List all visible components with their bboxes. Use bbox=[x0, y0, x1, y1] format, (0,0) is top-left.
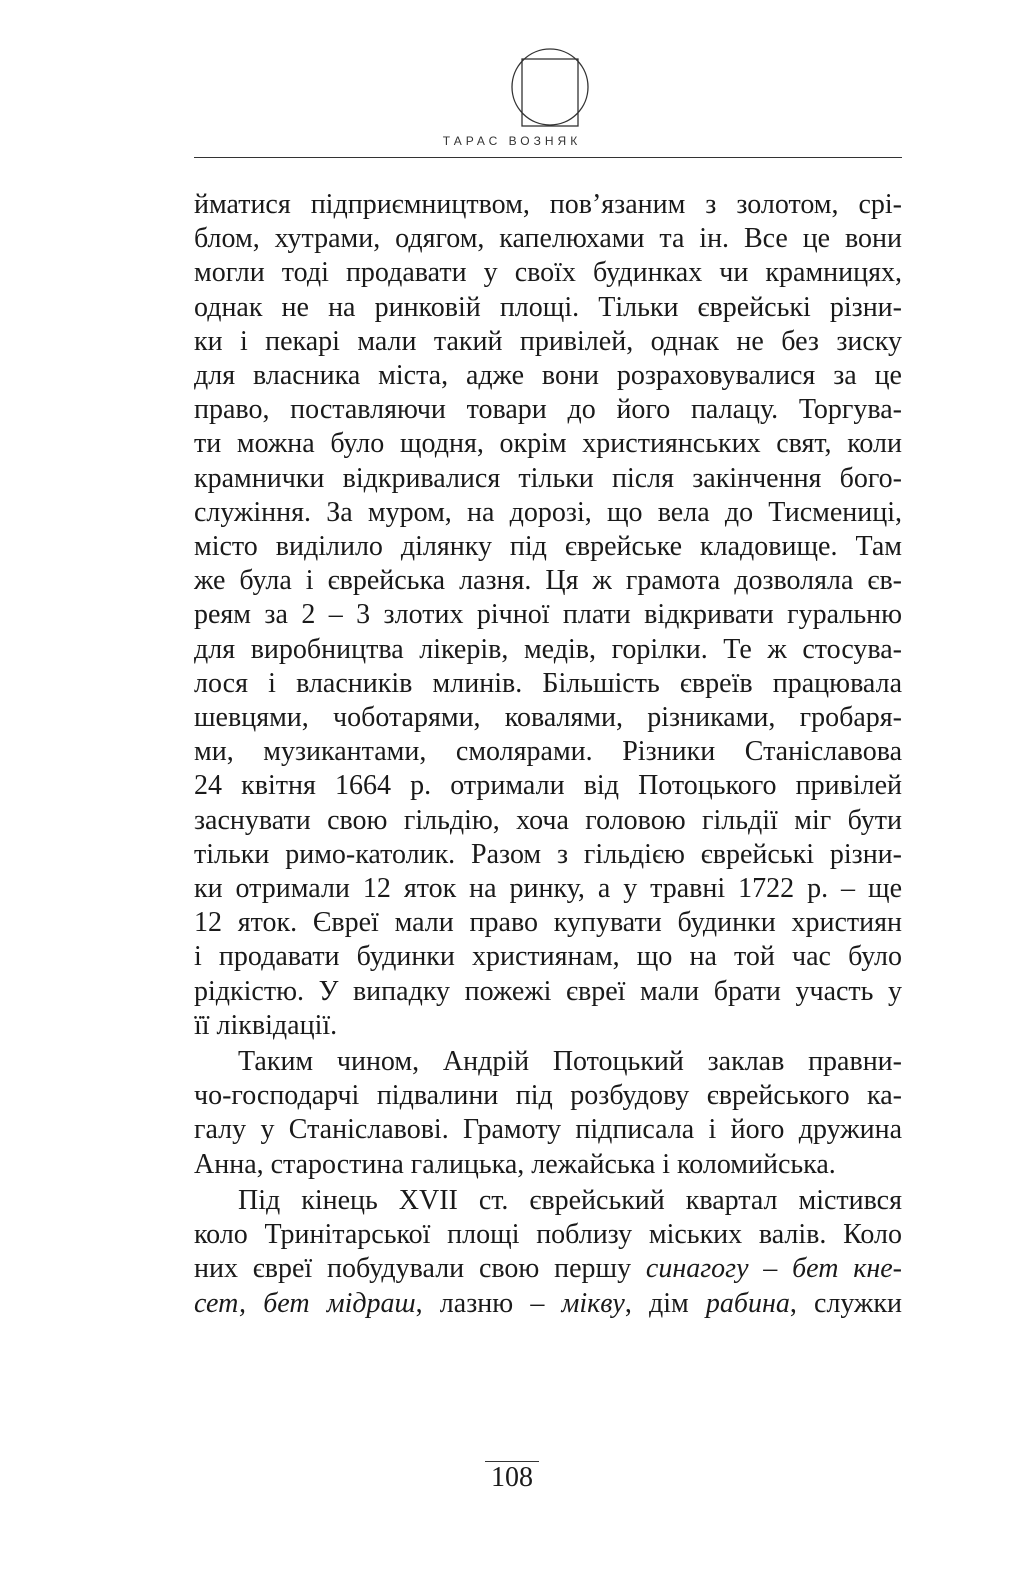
text-line: і продавати будинки християнам, що на той час було bbox=[194, 941, 902, 973]
text-line: її ліквідації. bbox=[194, 1009, 338, 1041]
text-line: для виробництва лікерів, медів, горілки. Те ж стосува- bbox=[194, 633, 902, 665]
text-run: , дім bbox=[624, 1287, 706, 1319]
page-number-container bbox=[0, 1462, 1024, 1494]
text-line: право, поставляючи товари до його палацу. Торгува- bbox=[194, 394, 902, 426]
text-line: 12 яток. Євреї мали право купувати будинки християн bbox=[194, 907, 902, 939]
text-line: для власника міста, адже вони розраховувалися за це bbox=[194, 360, 902, 392]
text-line: однак не на ринковій площі. Тільки єврейські різни- bbox=[194, 291, 902, 323]
text-line: тільки римо-католик. Разом з гільдією єврейські різни- bbox=[194, 838, 902, 870]
text-line: Анна, старостина галицька, лежайська і коломийська. bbox=[194, 1148, 836, 1180]
text-run: , служки bbox=[789, 1287, 902, 1319]
text-line: чо-господарчі підвалини під розбудову єврейського ка- bbox=[194, 1080, 902, 1112]
text-line: галу у Станіславові. Грамоту підписала і його дружина bbox=[194, 1114, 902, 1146]
text-line: шевцями, чоботарями, ковалями, різниками, гробаря- bbox=[194, 702, 902, 734]
italic-term: синагогу – бет кне- bbox=[645, 1253, 903, 1285]
body-text bbox=[194, 188, 902, 1321]
text-line bbox=[194, 1287, 902, 1321]
text-line: служіння. За муром, на дорозі, що вела до Тисмениці, bbox=[194, 496, 902, 528]
text-line: ки отримали 12 яток на ринку, а у травні 1722 р. – ще bbox=[194, 873, 902, 905]
italic-term: сет, бет мідраш bbox=[194, 1287, 416, 1319]
text-line: ки і пекарі мали такий привілей, однак не без зиску bbox=[194, 325, 902, 357]
text-line: ти можна було щодня, окрім християнських свят, коли bbox=[194, 428, 902, 460]
circle-square-emblem-icon bbox=[510, 47, 590, 127]
text-line: рідкістю. У випадку пожежі євреї мали брати участь у bbox=[194, 975, 902, 1007]
text-line: місто виділило ділянку під єврейське кладовище. Там bbox=[194, 531, 902, 563]
text-line: же була і єврейська лазня. Ця ж грамота дозволяла єв- bbox=[194, 565, 902, 597]
italic-term: мікву bbox=[561, 1287, 625, 1319]
text-line: ми, музикантами, смолярами. Різники Станіславова bbox=[194, 736, 902, 768]
running-head-author: ТАРАС ВОЗНЯК bbox=[442, 134, 582, 148]
text-line: реям за 2 – 3 злотих річної плати відкривати гуральню bbox=[194, 599, 902, 631]
italic-term: рабина bbox=[705, 1287, 790, 1319]
paragraph-first-line: Таким чином, Андрій Потоцький заклав правни- bbox=[238, 1046, 902, 1078]
text-line: 24 квітня 1664 р. отримали від Потоцького привілей bbox=[194, 770, 902, 802]
text-line: йматися підприємництвом, пов’язаним з золотом, срі- bbox=[194, 189, 902, 220]
text-line: блом, хутрами, одягом, капелюхами та ін. Все це вони bbox=[194, 223, 902, 255]
text-line: могли тоді продавати у своїх будинках чи крамницях, bbox=[194, 257, 902, 289]
text-run: , лазню – bbox=[415, 1287, 562, 1319]
text-run: них євреї побудували свою першу bbox=[194, 1253, 646, 1285]
paragraph-first-line: Під кінець XVII ст. єврейський квартал містився bbox=[238, 1184, 902, 1216]
text-line: крамнички відкривалися тільки після закінчення бого- bbox=[194, 462, 902, 494]
text-line: лося і власників млинів. Більшість євреїв працювала bbox=[194, 667, 902, 699]
header-rule bbox=[194, 157, 902, 158]
page-number: 108 bbox=[485, 1461, 539, 1493]
text-line: коло Тринітарської площі поблизу міських валів. Коло bbox=[194, 1219, 902, 1251]
text-line bbox=[194, 1252, 902, 1286]
text-line: заснувати свою гільдію, хоча головою гільдії міг бути bbox=[194, 804, 902, 836]
